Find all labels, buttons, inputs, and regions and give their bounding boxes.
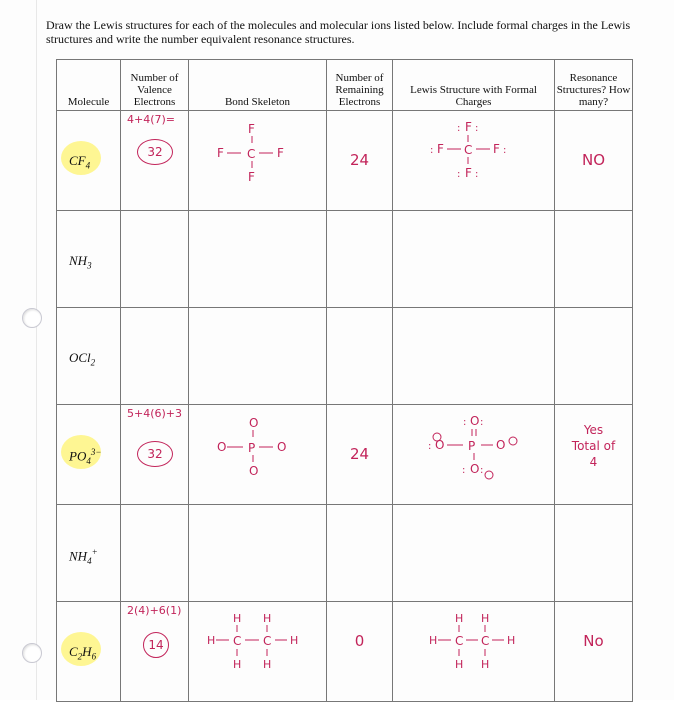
svg-text::: : — [480, 465, 484, 476]
table-row — [57, 602, 633, 702]
skeleton-cell — [189, 111, 327, 211]
header-molecule: Molecule — [57, 60, 121, 111]
svg-text:P: P — [468, 439, 476, 453]
svg-text:F: F — [493, 142, 500, 156]
lewis-table — [56, 59, 633, 702]
svg-text:C: C — [247, 147, 256, 161]
resonance-cell — [555, 505, 633, 602]
valence-total: 32 — [137, 441, 173, 467]
molecule-cell — [57, 602, 121, 702]
svg-text:P: P — [248, 441, 256, 455]
resonance-cell — [555, 405, 633, 505]
header-lewis: Lewis Structure with Formal Charges — [393, 60, 555, 111]
remaining-value: 24 — [349, 151, 370, 169]
c2h6-skeleton-drawing — [189, 602, 327, 696]
svg-text:O: O — [470, 414, 480, 428]
lewis-cell — [393, 111, 555, 211]
valence-cell — [121, 308, 189, 405]
svg-text:F: F — [248, 122, 255, 136]
svg-text:C: C — [263, 634, 272, 648]
lewis-cell — [393, 308, 555, 405]
svg-text:H: H — [455, 658, 464, 671]
svg-text:F: F — [465, 166, 472, 180]
header-valence: Number of Valence Electrons — [121, 60, 189, 111]
svg-text:H: H — [263, 612, 272, 625]
remaining-cell — [327, 211, 393, 308]
valence-calc: 5+4(6)+3 — [127, 407, 183, 420]
molecule-formula: $NH_3$ — [69, 253, 92, 271]
header-row — [57, 60, 633, 111]
header-skeleton: Bond Skeleton — [189, 60, 327, 111]
molecule-formula: $CF_4$ — [69, 153, 91, 171]
resonance-cell — [555, 111, 633, 211]
resonance-count: 4 — [589, 455, 598, 469]
po4-skeleton-drawing — [189, 405, 327, 499]
svg-text:F: F — [248, 170, 255, 184]
svg-text:C: C — [455, 634, 464, 648]
remaining-value: 0 — [354, 632, 365, 650]
svg-text:H: H — [429, 634, 438, 647]
punch-hole — [22, 643, 42, 663]
svg-text:F: F — [465, 120, 472, 134]
header-remaining: Number of Remaining Electrons — [327, 60, 393, 111]
remaining-cell — [327, 405, 393, 505]
svg-text:O: O — [435, 438, 445, 452]
svg-text:H: H — [507, 634, 516, 647]
svg-text:C: C — [464, 143, 473, 157]
svg-text:O: O — [217, 440, 227, 454]
c2h6-lewis-drawing — [393, 602, 555, 696]
svg-text:O: O — [470, 462, 480, 476]
svg-text::: : — [463, 417, 467, 428]
molecule-formula: $C_2H_6$ — [69, 644, 97, 662]
svg-text::: : — [475, 169, 479, 180]
molecule-cell — [57, 505, 121, 602]
table-row — [57, 111, 633, 211]
svg-text:H: H — [233, 612, 242, 625]
svg-text:H: H — [481, 658, 490, 671]
svg-text:C: C — [233, 634, 242, 648]
valence-cell — [121, 602, 189, 702]
svg-text:H: H — [207, 634, 216, 647]
skeleton-cell — [189, 308, 327, 405]
valence-cell — [121, 211, 189, 308]
molecule-cell — [57, 111, 121, 211]
svg-text:O: O — [496, 438, 506, 452]
svg-text:F: F — [217, 146, 224, 160]
remaining-cell — [327, 111, 393, 211]
svg-text::: : — [428, 441, 432, 452]
valence-total: 32 — [137, 139, 173, 165]
molecule-formula: $NH_4^+$ — [69, 547, 98, 566]
table-row — [57, 308, 633, 405]
remaining-cell — [327, 308, 393, 405]
resonance-cell — [555, 602, 633, 702]
lewis-cell — [393, 602, 555, 702]
instructions: Draw the Lewis structures for each of the molecules and molecular ions listed below. Include formal charges in the Lewis structures and write the number equivalent resonance structures. — [46, 18, 631, 46]
valence-cell — [121, 405, 189, 505]
po4-lewis-drawing — [393, 405, 555, 499]
svg-text::: : — [457, 169, 461, 180]
valence-calc: 4+4(7)= — [127, 113, 176, 126]
resonance-answer: No — [583, 632, 604, 650]
resonance-cell — [555, 308, 633, 405]
svg-text::: : — [503, 145, 507, 156]
valence-cell — [121, 111, 189, 211]
svg-text::: : — [430, 145, 434, 156]
molecule-cell — [57, 211, 121, 308]
cf4-skeleton-drawing — [189, 111, 327, 205]
molecule-formula: OCl$_2$ — [69, 350, 96, 368]
svg-text:H: H — [290, 634, 299, 647]
table-row — [57, 211, 633, 308]
remaining-value: 24 — [349, 445, 370, 463]
resonance-detail: Total of — [571, 439, 616, 453]
lewis-cell — [393, 505, 555, 602]
header-resonance: Resonance Structures? How many? — [555, 60, 633, 111]
skeleton-cell — [189, 602, 327, 702]
remaining-cell — [327, 505, 393, 602]
svg-text:H: H — [481, 612, 490, 625]
svg-text:O: O — [277, 440, 287, 454]
molecule-cell — [57, 405, 121, 505]
valence-total: 14 — [143, 632, 169, 658]
molecule-formula: $PO_4^{3-}$ — [69, 447, 102, 466]
lewis-cell — [393, 405, 555, 505]
margin-line — [36, 0, 37, 700]
valence-calc: 2(4)+6(1) — [127, 604, 182, 617]
skeleton-cell — [189, 405, 327, 505]
svg-text:F: F — [277, 146, 284, 160]
valence-cell — [121, 505, 189, 602]
svg-text:O: O — [249, 464, 259, 478]
svg-text:F: F — [437, 142, 444, 156]
table-row — [57, 405, 633, 505]
svg-text:H: H — [455, 612, 464, 625]
resonance-cell — [555, 211, 633, 308]
svg-text::: : — [462, 465, 466, 476]
svg-text::: : — [480, 417, 484, 428]
punch-hole — [22, 308, 42, 328]
svg-text:H: H — [263, 658, 272, 671]
resonance-answer: Yes — [583, 423, 604, 437]
lewis-cell — [393, 211, 555, 308]
skeleton-cell — [189, 505, 327, 602]
remaining-cell — [327, 602, 393, 702]
skeleton-cell — [189, 211, 327, 308]
molecule-cell — [57, 308, 121, 405]
resonance-answer: NO — [581, 151, 606, 169]
svg-text::: : — [475, 123, 479, 134]
svg-text:H: H — [233, 658, 242, 671]
table-row — [57, 505, 633, 602]
svg-text:O: O — [249, 416, 259, 430]
svg-text::: : — [457, 123, 461, 134]
svg-text:C: C — [481, 634, 490, 648]
cf4-lewis-drawing — [393, 111, 555, 205]
